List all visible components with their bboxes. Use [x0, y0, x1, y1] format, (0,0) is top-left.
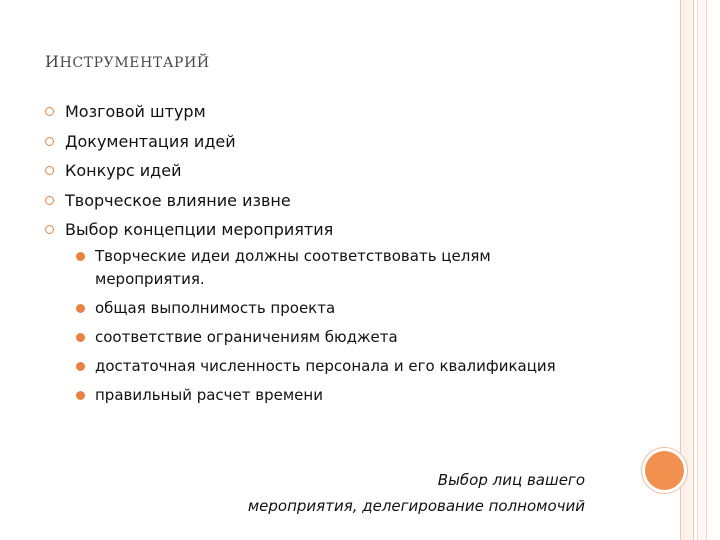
hollow-bullet-icon [45, 225, 54, 234]
hollow-bullet-icon [45, 107, 54, 116]
list-item-text: Мозговой штурм [65, 102, 206, 121]
sub-list-item [65, 245, 585, 291]
filled-bullet-icon [76, 333, 85, 342]
list-item [45, 97, 585, 127]
filled-bullet-icon [76, 362, 85, 371]
sub-list-item [65, 326, 585, 349]
list-item-text: Конкурс идей [65, 161, 182, 180]
sub-list-item [65, 297, 585, 320]
footer-line: мероприятия, делегирование полномочий [247, 497, 585, 515]
footer-line: Выбор лиц вашего [437, 471, 585, 489]
list-item [45, 156, 585, 186]
hollow-bullet-icon [45, 137, 54, 146]
list-item [45, 215, 585, 407]
filled-bullet-icon [76, 391, 85, 400]
filled-bullet-icon [76, 252, 85, 261]
main-bullet-list [45, 97, 585, 413]
slide-title-initial: И [45, 52, 60, 71]
list-item-text: Документация идей [65, 131, 236, 151]
list-item [45, 127, 585, 157]
sub-list-item [65, 355, 585, 378]
sub-list-item-text: достаточная численность персонала и его квалификация [95, 356, 556, 375]
decorative-circle-icon [641, 447, 688, 494]
slide-title-rest: НСТРУМЕНТАРИЙ [59, 55, 210, 71]
decorative-circle-fill [645, 451, 684, 490]
list-item-text: Творческое влияние извне [65, 190, 291, 210]
sub-list-item-text: Творческие идеи должны соответствовать целям мероприятия. [95, 246, 491, 288]
hollow-bullet-icon [45, 196, 54, 205]
filled-bullet-icon [76, 304, 85, 313]
sub-list-item-text: соответствие ограничениям бюджета [95, 327, 398, 346]
decorative-border-inner [697, 0, 707, 540]
slide-title [45, 52, 210, 71]
list-item-text: Выбор концепции мероприятия [65, 220, 334, 239]
list-item [45, 186, 585, 216]
footer-note [195, 467, 585, 519]
sub-list-item-text: правильный расчет времени [95, 385, 323, 404]
sub-list-item [65, 384, 585, 407]
hollow-bullet-icon [45, 166, 54, 175]
sub-bullet-list [65, 245, 585, 407]
sub-list-item-text: общая выполнимость проекта [95, 298, 336, 317]
